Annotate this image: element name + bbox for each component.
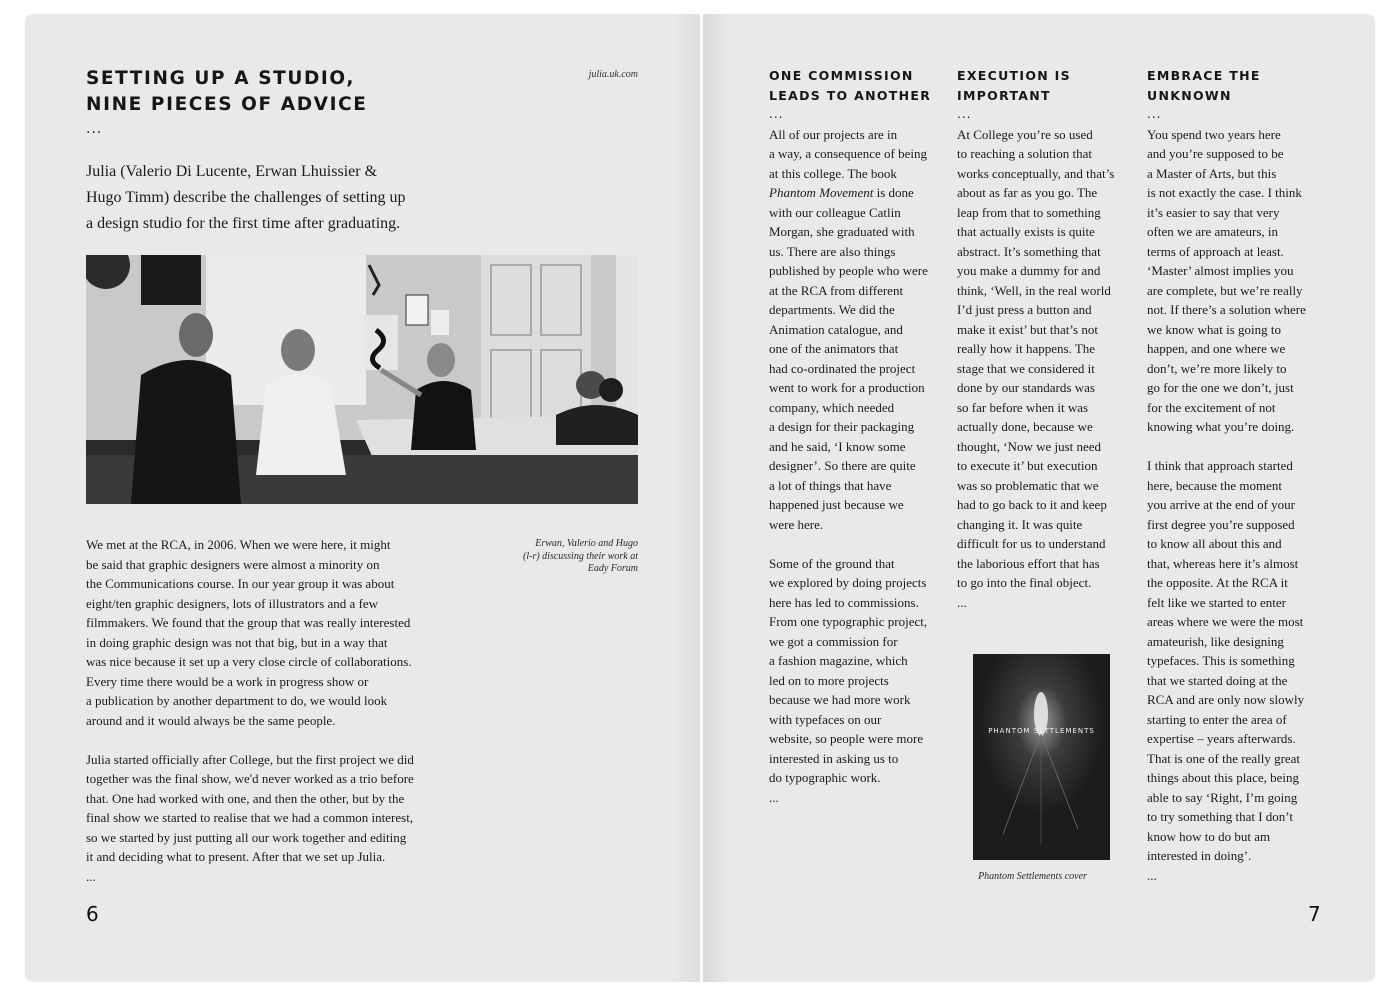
body-line: be said that graphic designers were almost a minority on [86, 556, 380, 572]
body-line: starting to enter the area of [1147, 711, 1287, 727]
body-line: here, because the moment [1147, 477, 1282, 493]
column-one-commission [769, 66, 949, 807]
body-line: a publication by another department to do, we would look [86, 693, 388, 708]
body-line: were here. [769, 516, 824, 532]
body-line: departments. We did the [769, 302, 895, 317]
body-line: able to say ‘Right, I’m going [1147, 789, 1298, 805]
body-line: to reaching a solution that [957, 146, 1093, 161]
body-line: the Communications course. In our year group it was about [86, 576, 395, 591]
body-line: I’d just press a button and [957, 302, 1092, 317]
body-line: because we had more work [769, 692, 911, 707]
body-line: us. There are also things [769, 243, 896, 259]
caption-line: Erwan, Valerio and Hugo [535, 538, 638, 549]
body-line: leap from that to something [957, 204, 1101, 220]
body-line: We met at the RCA, in 2006. When we were here, it might [86, 537, 391, 552]
body-line: you make a dummy for and [957, 263, 1101, 278]
body-line: things about this place, being [1147, 770, 1300, 785]
column-embrace-unknown [1147, 66, 1337, 885]
body-line: with our colleague Catlin [769, 204, 901, 220]
photo-caption [470, 538, 638, 576]
body-line: knowing what you’re doing. [1147, 419, 1295, 434]
body-line: typefaces. This is something [1147, 653, 1295, 668]
article-title-line: SETTING UP A STUDIO, [86, 68, 355, 89]
body-line: around and it would always be the same people. [86, 712, 336, 728]
body-line: actually done, because we [957, 419, 1093, 434]
body-line: works conceptually, and that’s [957, 165, 1115, 181]
body-line: a Master of Arts, but this [1147, 165, 1277, 181]
body-line: You spend two years here [1147, 126, 1281, 142]
intro-line: Julia (Valerio Di Lucente, Erwan Lhuissier & [86, 163, 378, 180]
body-line: areas where we were the most [1147, 614, 1304, 629]
body-line: is not exactly the case. I think [1147, 185, 1302, 200]
body-line: first degree you’re supposed [1147, 516, 1295, 532]
body-line: together was the final show, we'd never worked as a trio before [86, 771, 414, 786]
body-line: ‘Master’ almost implies you [1147, 263, 1294, 278]
article-title-line: NINE PIECES OF ADVICE [86, 94, 368, 115]
body-line: don’t, we’re more likely to [1147, 360, 1287, 376]
book-cover-title: PHANTOM SETTLEMENTS [988, 727, 1095, 735]
body-end-dots: ... [86, 868, 96, 884]
body-line: Animation catalogue, and [769, 321, 903, 337]
caption-line: Eady Forum [587, 563, 638, 574]
body-line: was so problematic that we [957, 477, 1099, 493]
body-line: That is one of the really great [1147, 750, 1301, 766]
body-line: a design for their packaging [769, 419, 915, 434]
column-paragraph [769, 554, 949, 788]
book-title-italic: Phantom Movement [769, 185, 874, 200]
body-line: a way, a consequence of being [769, 146, 927, 161]
body-line: we know what is going to [1147, 321, 1281, 337]
body-line: Phantom Movement is done [769, 185, 914, 200]
body-line: we got a commission for [769, 633, 898, 649]
body-line: amateurish, like designing [1147, 633, 1284, 649]
gutter-shadow [672, 14, 700, 982]
body-line: Julia started officially after College, but the first project we did [86, 751, 414, 767]
body-line: know how to do but am [1147, 828, 1271, 844]
body-line: designer’. So there are quite [769, 458, 916, 473]
column-end-dots: ... [769, 789, 779, 805]
body-line: At College you’re so used [957, 126, 1093, 142]
body-line: are complete, but we’re really [1147, 282, 1303, 298]
body-line: happen, and one where we [1147, 341, 1286, 356]
body-line: that. One had worked with one, and then the other, but by the [86, 790, 405, 806]
body-line: interested in asking us to [769, 750, 899, 766]
column-paragraph [1147, 125, 1337, 437]
intro-line: Hugo Timm) describe the challenges of setting up [86, 189, 406, 206]
column-paragraph [1147, 456, 1337, 866]
column-execution [957, 66, 1137, 612]
title-dots: ... [86, 121, 103, 137]
column-heading-dots: ... [1147, 107, 1162, 121]
column-paragraph [957, 125, 1137, 593]
body-line: at this college. The book [769, 165, 897, 181]
column-heading-line: EMBRACE THE [1147, 68, 1261, 83]
body-line: had to go back to it and keep [957, 497, 1107, 512]
body-line: led on to more projects [769, 672, 889, 688]
body-text-left [86, 535, 414, 886]
body-line: RCA and are only now slowly [1147, 692, 1305, 707]
body-line: it and deciding what to present. After that we set up Julia. [86, 849, 386, 864]
body-line: at the RCA from different [769, 282, 904, 298]
body-line: From one typographic project, [769, 614, 928, 629]
body-line: published by people who were [769, 263, 928, 278]
column-end-dots: ... [1147, 867, 1157, 883]
body-line: to go into the final object. [957, 575, 1092, 590]
body-line: happened just because we [769, 497, 904, 512]
body-line: for the excitement of not [1147, 399, 1276, 415]
body-line: I think that approach started [1147, 458, 1293, 473]
body-line: filmmakers. We found that the group that was really interested [86, 615, 411, 630]
column-heading-dots: ... [957, 107, 972, 121]
body-line: final show we started to realise that we had a common interest, [86, 810, 414, 825]
body-line: interested in doing’. [1147, 848, 1252, 863]
body-line: so we started by just putting all our work together and editing [86, 829, 407, 845]
body-line: abstract. It’s something that [957, 243, 1101, 259]
page-number-left: 6 [86, 902, 99, 926]
body-line: eight/ten graphic designers, lots of illustrators and a few [86, 595, 379, 611]
body-line: think, ‘Well, in the real world [957, 282, 1111, 298]
body-line: Every time there would be a work in progress show or [86, 673, 369, 689]
body-line: with typefaces on our [769, 711, 882, 727]
body-line: that, whereas here it’s almost [1147, 555, 1299, 571]
body-line: not. If there’s a solution where [1147, 302, 1306, 317]
body-line: to try something that I don’t [1147, 809, 1293, 824]
body-line: you arrive at the end of your [1147, 497, 1296, 512]
body-line: All of our projects are in [769, 126, 898, 142]
page-number-right: 7 [1308, 902, 1321, 926]
body-line: do typographic work. [769, 770, 881, 785]
body-line: company, which needed [769, 399, 895, 415]
body-line: in doing graphic design was not that big, but in a way that [86, 634, 388, 650]
column-paragraph [769, 125, 949, 535]
column-heading-line: EXECUTION IS [957, 68, 1071, 83]
body-line: the opposite. At the RCA it [1147, 575, 1288, 590]
body-line: was nice because it set up a very close circle of collaborations. [86, 654, 412, 669]
body-line: here has led to commissions. [769, 594, 919, 610]
intro-line: a design studio for the first time after graduating. [86, 215, 401, 232]
column-heading-dots: ... [769, 107, 784, 121]
gutter-shadow [703, 14, 731, 982]
body-line: terms of approach at least. [1147, 243, 1284, 259]
body-line: so far before when it was [957, 399, 1089, 415]
body-line: we explored by doing projects [769, 575, 927, 590]
body-line: website, so people were more [769, 731, 924, 746]
body-line: that we started doing at the [1147, 672, 1288, 688]
intro-standfirst [86, 159, 406, 237]
body-line: Some of the ground that [769, 555, 895, 571]
body-line: Morgan, she graduated with [769, 224, 915, 239]
body-line: stage that we considered it [957, 360, 1095, 376]
body-line: had co-ordinated the project [769, 360, 916, 376]
body-line: to execute it’ but execution [957, 458, 1098, 473]
column-heading-line: LEADS TO ANOTHER [769, 87, 932, 103]
body-line: go for the one we don’t, just [1147, 380, 1294, 395]
body-line: a lot of things that have [769, 477, 892, 493]
body-line: done by our standards was [957, 380, 1095, 395]
body-line: it’s easier to say that very [1147, 204, 1280, 220]
column-heading-line: ONE COMMISSION [769, 68, 914, 83]
body-line: thought, ‘Now we just need [957, 438, 1102, 454]
studio-discussion-photo [86, 255, 638, 504]
studio-url[interactable]: julia.uk.com [588, 69, 638, 80]
body-line: about as far as you go. The [957, 185, 1098, 200]
body-line: expertise – years afterwards. [1147, 731, 1296, 746]
body-line: to know all about this and [1147, 536, 1282, 551]
body-line: and you’re supposed to be [1147, 146, 1284, 161]
body-line: the laborious effort that has [957, 555, 1100, 571]
body-line: one of the animators that [769, 341, 899, 356]
body-line: went to work for a production [769, 380, 925, 395]
article-title [86, 66, 367, 140]
body-line: really how it happens. The [957, 341, 1096, 356]
body-line: a fashion magazine, which [769, 653, 908, 668]
body-line: changing it. It was quite [957, 516, 1083, 532]
phantom-settlements-book-cover [973, 654, 1110, 860]
caption-line: (l-r) discussing their work at [523, 550, 638, 562]
body-line: make it exist’ but that’s not [957, 321, 1098, 337]
body-line: that actually exists is quite [957, 224, 1095, 239]
book-caption: Phantom Settlements cover [978, 871, 1087, 882]
body-line: felt like we started to enter [1147, 594, 1286, 610]
column-end-dots: ... [957, 594, 967, 610]
column-heading-line: IMPORTANT [957, 87, 1051, 103]
body-line: often we are amateurs, in [1147, 224, 1279, 239]
column-heading-line: UNKNOWN [1147, 87, 1232, 103]
body-line: and he said, ‘I know some [769, 438, 906, 454]
body-line: difficult for us to understand [957, 536, 1106, 551]
